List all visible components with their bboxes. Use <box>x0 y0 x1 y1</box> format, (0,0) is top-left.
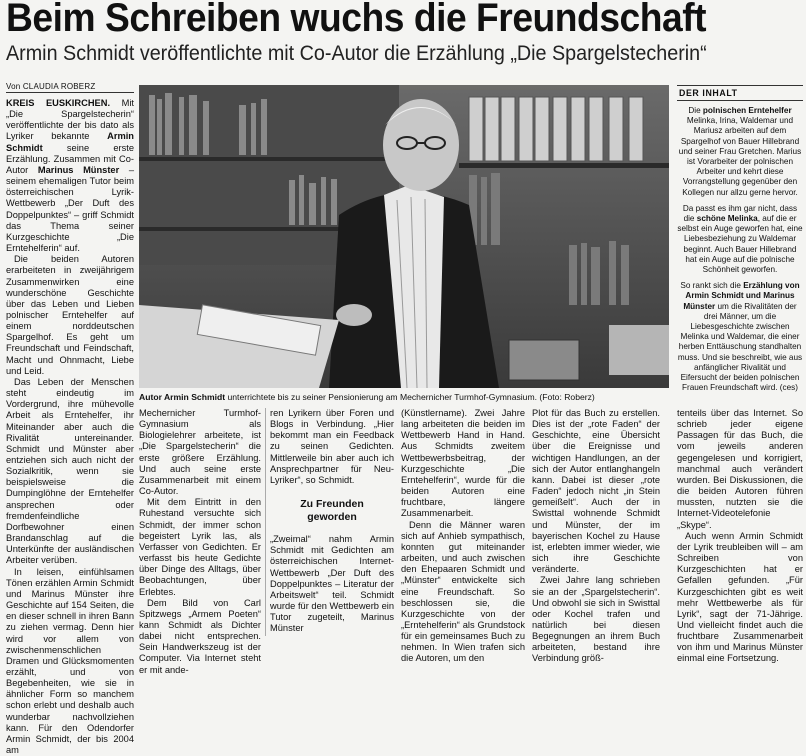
article-column-3 <box>270 408 394 635</box>
text: Melinka, Irina, Waldemar und Mariusz arbeiten auf dem Spargelhof von Bauer Hillebrand und seiner Frau Gretchen. Marius ist Vorarbeiter der polnischen Arbeiter und kehrt diese Vorrangstellung gegenüber den Kollegen nur allzu gerne hervor. <box>678 116 802 197</box>
text: So rankt sich die <box>680 281 744 291</box>
text-bold: polnischen Erntehelfer <box>702 106 792 115</box>
sidebar-paragraph <box>677 281 803 393</box>
paragraph: Mit dem Eintritt in den Ruhestand versuchte sich Schmidt, der immer schon begeistert Lyrik las, als Verfasser von Gedichten. Er verfasst bis heute Gedichte über Dinge des Alltags, über Beobachtungen, über Erlebtes. <box>139 497 261 597</box>
photo-caption <box>139 392 669 402</box>
caption-text: unterrichtete bis zu seiner Pensionierung am Mechernicher Turmhof-Gymnasium. (Foto: Roberz) <box>225 392 595 402</box>
paragraph: „Zweimal“ nahm Armin Schmidt mit Gedichten am österreichischen Internet-Wettbewerb „Der Duft des Doppelpunktes – Literatur der Arbeitswelt“ teil. Schmidt wurde für den Wettbewerb ein Tutor zugeteilt, Marinus Münster <box>270 534 394 634</box>
paragraph: In leisen, einfühlsamen Tönen erzählen Armin Schmidt und Marinus Münster ihre Geschichte auf 154 Seiten, die en dieser schnell in ihren Bann zu ziehen vermag. Denn hier wird vor allem von zwischenmenschlichen Dramen und Glücksmomenten erzählt, und von Begebenheiten, wie sie in ähnlicher Form so manchem schon erlebt und deshalb auch wunderbar nachvollziehen kann. Für den Odendorfer Armin Schmidt, der bis 2004 am <box>6 566 134 756</box>
paragraph: Denn die Männer waren sich auf Anhieb sympathisch, konnten gut miteinander arbeiten, und auch zwischen den Ehepaaren Schmidt und „Münster“ entwickelte sich eine Freundschaft. So beschlossen sie, die Kurzgeschichte von der „Erntehelferin“ als Grundstock für ein gemeinsames Buch zu nehmen. In Wien trafen sich die Autoren, um den <box>401 519 525 664</box>
photo-illustration <box>139 85 669 388</box>
sidebar-body <box>677 106 803 393</box>
paragraph: Plot für das Buch zu erstellen. Dies ist der „rote Faden“ der Geschichte, eine Übersicht über die Ereignisse und wichtigen Handlungen, an der sich der Autor entlanghangeln kann. Dabei ist dieser „rote Faden“ jedoch nicht „in Stein gemeißelt“. Auch der in Swisttal wohnende Schmidt und Münster, der im bayerischen Kochel zu Hause ist, erlebten immer wieder, wie sich ihre Geschichte veränderte. <box>532 408 660 575</box>
photo-armin-schmidt <box>139 85 669 388</box>
sidebar-heading: DER INHALT <box>677 85 803 101</box>
article-column-6 <box>677 408 803 665</box>
text: Die <box>688 106 703 115</box>
paragraph: Das Leben der Menschen steht eindeutig im Vordergrund, ihre mühevolle Arbeit als Erntehelfer, ihr Miteinander aber auch die Rivalität untereinander. Schmidt und Münster aber entziehen sich auch nicht der Sozialkritik, wenn sie beispielsweise die Dumpinglöhne der Erntehelfer ansprechen oder fremdenfeindliche Dorfbewohner einen Brandanschlag auf die Unterkünfte der ausländischen Arbeiter verüben. <box>6 376 134 566</box>
sidebar-paragraph <box>677 204 803 275</box>
article-column-5 <box>532 408 660 665</box>
paragraph: Auch wenn Armin Schmidt der Lyrik treubleiben will – am Schreiben von Kurzgeschichten hat er Gefallen gefunden. „Für Kurzgeschichten gibt es weit mehr Wettbewerbe als für Lyrik“, sagt der 71-Jährige. Und vielleicht findet auch die fruchtbare Zusammenarbeit von ihm und Marinus Münster einmal eine Fortsetzung. <box>677 530 803 664</box>
name-marinus-muenster: Marinus Münster <box>37 164 120 175</box>
text: seine erste Erzählung. Zusammen mit Co-Autor <box>6 142 134 175</box>
name-armin-schmidt: Armin Schmidt <box>6 131 134 153</box>
text: Da passt es ihm gar nicht, dass die <box>682 203 798 224</box>
text-bold: schöne Melinka <box>696 214 758 224</box>
caption-name: Autor Armin Schmidt <box>139 392 226 402</box>
paragraph: tenteils über das Internet. So schrieb jeder eigene Passagen für das Buch, die vom jeweils anderen gegengelesen und korrigiert, manchmal auch verändert wurden. Bei Diskussionen, die die beiden Autoren führen mussten, nutzten sie die Internet-Videotelefonie „Skype“. <box>677 408 803 530</box>
byline-rule <box>6 92 134 93</box>
paragraph: Dem Bild von Carl Spitzwegs „Armem Poeten“ kann Schmidt als Dichter dabei nicht entsprechen. Sein Handwerkszeug ist der Computer. Via Internet steht er mit ande- <box>139 597 261 675</box>
paragraph: Zwei Jahre lang schrieben sie an der „Spargelstecherin“. Und obwohl sie sich in Swisttal oder Kochel trafen und natürlich bei diesen Begegnungen an ihrem Buch arbeiteten, bestand ihre Verbindung größ- <box>532 575 660 664</box>
subheadline: Armin Schmidt veröffentlichte mit Co-Autor die Erzählung „Die Spargelstecherin“ <box>6 42 707 65</box>
text: – seinem ehemaligen Tutor beim österreichischen Lyrik-Wettbewerb „Der Duft des Doppelpunktes“ – griff Schmidt das Thema seiner Kurzgeschichte „Die Erntehelferin“ auf. <box>6 164 134 254</box>
intertitle <box>270 498 394 524</box>
lead-place: KREIS EUSKIRCHEN. <box>6 98 111 108</box>
column-divider <box>265 408 266 636</box>
article-column-1 <box>6 98 134 756</box>
paragraph: ren Lyrikern über Foren und Blogs in Verbindung. „Hier bekommt man ein Feedback zu seinen Gedichten. Mittlerweile bin aber auch ich Ansprechpartner für Neu-Lyriker“, so Schmidt. <box>270 408 394 485</box>
text: , auf die er selbst ein Auge geworfen hat, eine Liebesbeziehung zu Waldemar beginnt. Auch Bauer Hillebrand hat ein Auge auf die polnische Schönheit geworfen. <box>677 214 803 275</box>
sidebar-summary <box>677 85 803 399</box>
article-column-2 <box>139 408 261 676</box>
text: um die Rivalitäten der drei Männer, um die Liebesgeschichte zwischen Melinka und Waldemar, die einer herben Enttäuschung standhalten muss. Und sie beschreibt, wie aus anfänglicher Rivalität und Eifersucht der beiden polnischen Frauen Freundschaft wird. (ces) <box>677 301 803 393</box>
text-bold: Erzählung von Armin Schmidt und Marinus Münster <box>683 281 800 311</box>
headline: Beim Schreiben wuchs die Freundschaft <box>6 0 707 40</box>
sidebar-paragraph <box>677 106 803 198</box>
byline: Von CLAUDIA ROBERZ <box>6 82 96 91</box>
paragraph: (Künstlername). Zwei Jahre lang arbeiteten die beiden im Wettbewerb Hand in Hand. Aus Schmidts zweitem Wettbewerbsbeitrag, der Kurzgeschichte „Die Erntehelferin“, wurde für die beiden Autoren eine fruchtbare, längere Zusammenarbeit. <box>401 408 525 519</box>
paragraph: Die beiden Autoren erarbeiteten in zweijährigem Zusammenwirken eine wunderschöne Geschichte über das Leben und Lieben polnischer Erntehelfer auf einem norddeutschen Spargelhof. Es geht um Freundschaft und Feindschaft, Macht und Ohnmacht, Liebe und Leid. <box>6 254 134 376</box>
paragraph: Mechernicher Turmhof-Gymnasium als Biologielehrer arbeitete, ist „Die Spargelstecherin“ die erste größere Erzählung. Und auch seine erste Zusammenarbeit mit einem Co-Autor. <box>139 408 261 497</box>
intertitle-line: Zu Freunden <box>300 498 364 511</box>
text: Mit „Die Spargelstecherin“ veröffentlichte der bis dato als Lyriker bekannte <box>6 98 134 142</box>
article-column-4 <box>401 408 525 665</box>
intertitle-line: geworden <box>307 511 357 524</box>
